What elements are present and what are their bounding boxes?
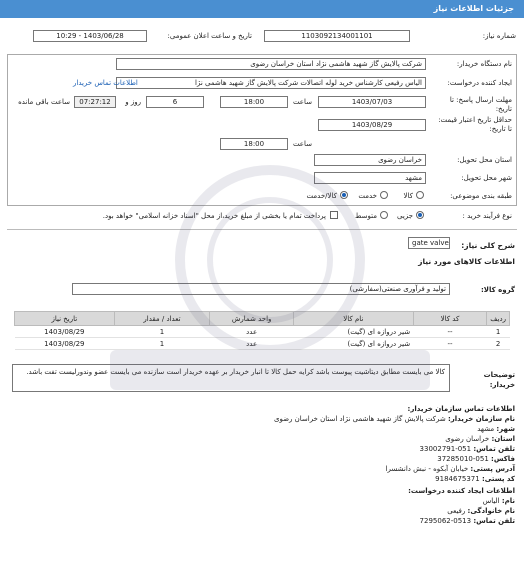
cell-name: شیر دروازه ای (گیت) — [294, 326, 414, 338]
buyer-field[interactable]: شرکت پالایش گاز شهید هاشمی نژاد استان خراسان رضوی — [116, 58, 426, 70]
creator-info-line: نام خانوادگی: رفیعی — [447, 507, 515, 515]
cell-unit: عدد — [210, 338, 294, 350]
process-option-minor: جزیی — [397, 212, 413, 220]
goods-section-title: اطلاعات کالاهای مورد نیاز — [418, 257, 515, 266]
notes-field: کالا می بایست مطابق دیتاشیت پیوست باشد کرایه حمل کالا تا انبار خریدار بر عهده خریدار است سازنده می بایست عضو وندورلیست تفت باشد. — [12, 364, 450, 392]
announce-field[interactable]: 1403/06/28 - 10:29 — [33, 30, 147, 42]
cell-date: 1403/08/29 — [15, 338, 115, 350]
table-row — [15, 326, 510, 338]
province-field[interactable]: خراسان رضوی — [314, 154, 426, 166]
treasury-checkbox[interactable] — [330, 211, 338, 219]
goods-group-label: گروه کالا: — [480, 286, 515, 294]
summary-field[interactable]: gate valve — [408, 237, 450, 249]
creator-info-line: نام: الیاس — [482, 497, 515, 505]
buyer-label: نام دستگاه خریدار: — [456, 60, 512, 68]
cell-quantity: 1 — [114, 338, 210, 350]
category-option-goods: کالا — [403, 192, 413, 200]
cell-date: 1403/08/29 — [15, 326, 115, 338]
category-label: طبقه بندی موضوعی: — [450, 192, 512, 200]
days-field[interactable]: 6 — [146, 96, 204, 108]
validity-label: حداقل تاریخ اعتبار قیمت: تا تاریخ: — [438, 116, 512, 133]
creator-label: ایجاد کننده درخواست: — [447, 79, 512, 87]
notes-label: توضیحات خریدار: — [483, 371, 515, 389]
validity-time-field[interactable]: 18:00 — [220, 138, 288, 150]
buyer-contact-link[interactable]: اطلاعات تماس خریدار — [73, 79, 138, 87]
summary-label: شرح کلی نیاز: — [461, 241, 515, 250]
creator-info-title: اطلاعات ایجاد کننده درخواست: — [408, 487, 515, 495]
col-code: کد کالا — [413, 312, 487, 326]
buyer-org-line: کد پستی: 9184675371 — [435, 475, 515, 483]
cell-code: -- — [413, 338, 487, 350]
buyer-org-line: فاکس: 051-37285010 — [437, 455, 515, 463]
remaining-time-field: 07:27:12 — [74, 96, 116, 108]
col-unit: واحد شمارش — [210, 312, 294, 326]
category-radio-goods[interactable] — [416, 191, 424, 199]
col-quantity: تعداد / مقدار — [114, 312, 210, 326]
category-radio-goods-service[interactable] — [340, 191, 348, 199]
deadline-time-field[interactable]: 18:00 — [220, 96, 288, 108]
deadline-date-field[interactable]: 1403/07/03 — [318, 96, 426, 108]
buyer-org-line: شهر: مشهد — [477, 425, 515, 433]
category-option-service: خدمت — [358, 192, 377, 200]
validity-time-label: ساعت — [292, 140, 312, 148]
cell-code: -- — [413, 326, 487, 338]
cell-name: شیر دروازه ای (گیت) — [294, 338, 414, 350]
remaining-label: ساعت باقی مانده — [18, 98, 70, 106]
cell-row: 2 — [487, 338, 510, 350]
buyer-org-line: تلفن تماس: 051-33002791 — [419, 445, 515, 453]
process-radio-medium[interactable] — [380, 211, 388, 219]
creator-info-line: تلفن تماس: 0513-7295062 — [419, 517, 515, 525]
need-number-label: شماره نیاز: — [482, 32, 516, 40]
table-row — [15, 338, 510, 350]
treasury-note: پرداخت تمام یا بخشی از مبلغ خرید،از محل "اسناد خزانه اسلامی" خواهد بود. — [102, 212, 326, 220]
buyer-org-line: استان: خراسان رضوی — [445, 435, 515, 443]
province-label: استان محل تحویل: — [457, 156, 512, 164]
cell-row: 1 — [487, 326, 510, 338]
page-title: جزئیات اطلاعات نیاز — [433, 4, 514, 13]
col-row: ردیف — [487, 312, 510, 326]
category-radio-service[interactable] — [380, 191, 388, 199]
goods-table — [14, 311, 510, 350]
deadline-label: مهلت ارسال پاسخ: تا تاریخ: — [449, 96, 512, 113]
process-radio-minor[interactable] — [416, 211, 424, 219]
buyer-org-line: نام سازمان خریدار: شرکت پالایش گاز شهید هاشمی نژاد استان خراسان رضوی — [273, 415, 515, 423]
days-label: روز و — [125, 98, 141, 106]
deadline-time-label: ساعت — [292, 98, 312, 106]
cell-quantity: 1 — [114, 326, 210, 338]
city-label: شهر محل تحویل: — [461, 174, 512, 182]
buyer-org-title: اطلاعات تماس سازمان خریدار: — [407, 405, 515, 413]
category-option-goods-service: کالا/خدمت — [306, 192, 337, 200]
divider — [7, 229, 517, 230]
col-date: تاریخ نیاز — [15, 312, 115, 326]
validity-date-field[interactable]: 1403/08/29 — [318, 119, 426, 131]
city-field[interactable]: مشهد — [314, 172, 426, 184]
buyer-org-line: آدرس پستی: خیابان آبکوه - نبش دانشسرا — [385, 465, 515, 473]
need-number-field[interactable]: 1103092134001101 — [264, 30, 410, 42]
announce-label: تاریخ و ساعت اعلان عمومی: — [167, 32, 252, 40]
col-name: نام کالا — [294, 312, 414, 326]
process-option-medium: متوسط — [355, 212, 377, 220]
header-bar — [0, 0, 524, 18]
cell-unit: عدد — [210, 326, 294, 338]
process-label: نوع فرآیند خرید : — [462, 212, 512, 220]
goods-group-field[interactable]: تولید و فرآوری صنعتی(سفارشی) — [72, 283, 450, 295]
creator-field[interactable]: الیاس رفیعی کارشناس خرید لوله اتصالات شرکت پالایش گاز شهید هاشمی نژا — [116, 77, 426, 89]
